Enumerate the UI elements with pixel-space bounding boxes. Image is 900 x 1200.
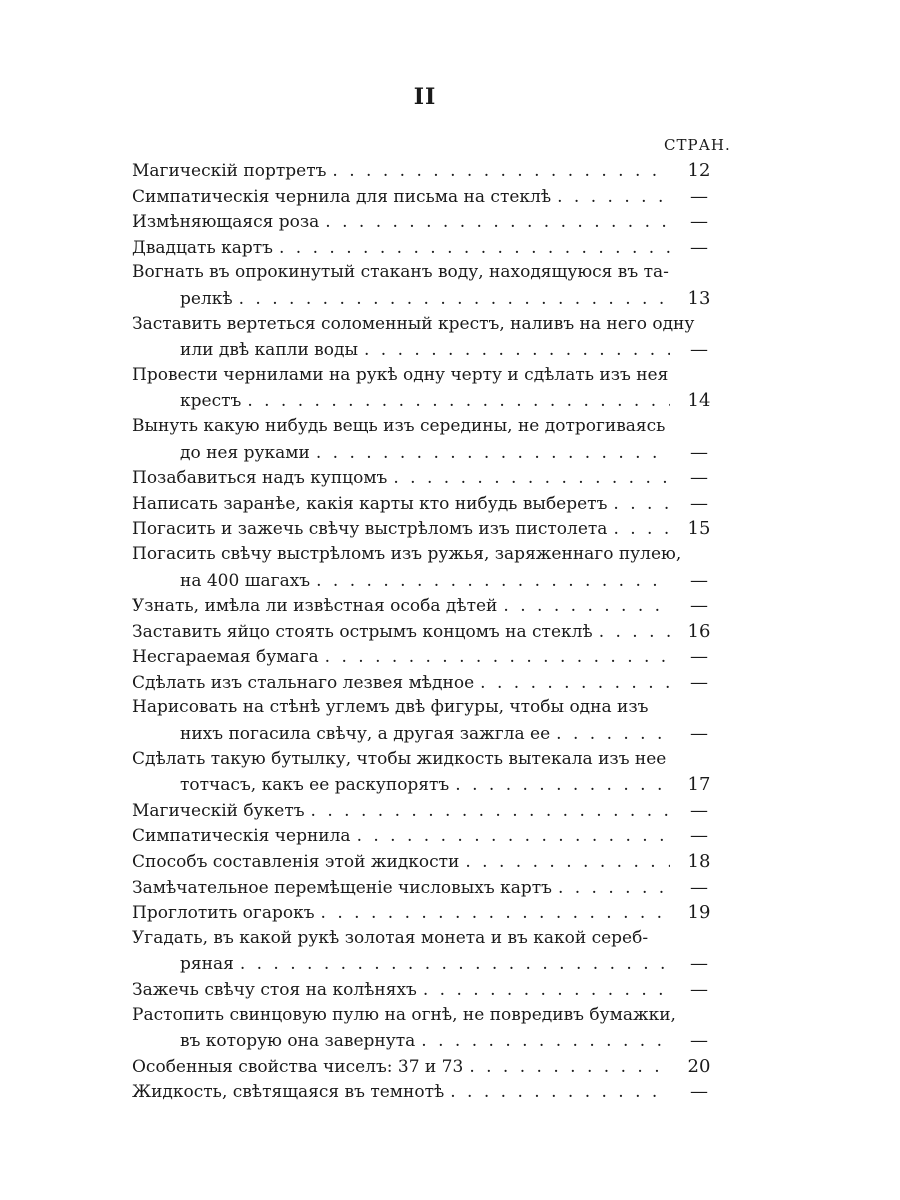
dot-leader bbox=[279, 236, 670, 262]
toc-page-number: 20 bbox=[687, 1055, 711, 1077]
dot-leader bbox=[557, 185, 670, 211]
toc-entry-line bbox=[132, 1079, 728, 1105]
toc-entry-title: Симпатическія чернила bbox=[132, 826, 351, 847]
toc-entry-line bbox=[132, 235, 728, 261]
toc-entry-line bbox=[132, 465, 728, 491]
toc-entry-title: Проглотить огарокъ bbox=[132, 903, 315, 924]
toc-entry-continuation bbox=[132, 951, 728, 977]
toc-entry-title: Магическій портретъ bbox=[132, 161, 327, 181]
toc-entry-continuation bbox=[132, 772, 728, 798]
dot-leader bbox=[465, 850, 670, 876]
toc-entry-title: ряная bbox=[180, 954, 234, 975]
toc-entry-title: до нея руками bbox=[180, 442, 310, 463]
toc-page-number: — bbox=[690, 876, 708, 898]
toc-page-number: — bbox=[690, 595, 708, 617]
toc-entry-title: Угадать, въ какой рукѣ золотая монета и въ какой сереб- bbox=[132, 927, 649, 948]
toc-entry bbox=[132, 900, 728, 926]
toc-page-number: — bbox=[690, 723, 708, 745]
toc-entry-continuation bbox=[132, 388, 728, 414]
toc-entry bbox=[132, 619, 728, 645]
toc-entry-title: Вогнать въ опрокинутый стаканъ воду, находящуюся въ та- bbox=[132, 262, 669, 283]
dot-leader bbox=[325, 645, 670, 671]
toc-page-number: — bbox=[690, 953, 708, 975]
toc-entry bbox=[132, 1003, 728, 1054]
toc-entry-line bbox=[132, 363, 728, 389]
dot-leader bbox=[240, 952, 670, 978]
toc-entry-title: Магическій букетъ bbox=[132, 800, 305, 821]
toc-entry-title: Погасить свѣчу выстрѣломъ изъ ружья, заряженнаго пулею, bbox=[132, 543, 682, 564]
toc-entry-title: релкѣ bbox=[180, 288, 233, 309]
toc-page-number: 14 bbox=[687, 390, 711, 412]
toc-page-number: — bbox=[690, 492, 708, 514]
toc-entry-title: Растопить свинцовую пулю на огнѣ, не повредивъ бумажки, bbox=[132, 1004, 676, 1025]
dot-leader bbox=[364, 338, 670, 364]
toc-page-number: — bbox=[690, 467, 708, 489]
toc-entry-title: Замѣчательное перемѣщеніе числовыхъ картъ bbox=[132, 877, 552, 898]
toc-entry-title: Заставить яйцо стоять острымъ концомъ на стеклѣ bbox=[132, 621, 593, 642]
toc-entry-line bbox=[132, 1003, 728, 1029]
toc-entry-line bbox=[132, 414, 728, 440]
toc-entry-continuation bbox=[132, 568, 728, 594]
toc-entry-title: нихъ погасила свѣчу, а другая зажгла ее bbox=[180, 724, 551, 745]
toc-entry bbox=[132, 875, 728, 901]
toc-entry bbox=[132, 926, 728, 977]
dot-leader bbox=[423, 978, 670, 1004]
toc-entry bbox=[132, 158, 728, 184]
dot-leader bbox=[316, 441, 670, 467]
toc-entry-line bbox=[132, 184, 728, 210]
toc-entry bbox=[132, 363, 728, 414]
toc-entry bbox=[132, 747, 728, 798]
toc-entry-line bbox=[132, 670, 728, 696]
toc-entry bbox=[132, 260, 728, 311]
toc-entry bbox=[132, 516, 728, 542]
toc-entry-title: Нарисовать на стѣнѣ углемъ двѣ фигуры, чтобы одна изъ bbox=[132, 697, 649, 718]
dot-leader bbox=[450, 1080, 670, 1106]
toc-entry bbox=[132, 670, 728, 696]
toc-entry-line bbox=[132, 491, 728, 517]
toc-page-number: — bbox=[690, 646, 708, 668]
toc-entry-title: Заставить вертеться соломенный крестъ, наливъ на него одну bbox=[132, 313, 695, 334]
toc-entry bbox=[132, 593, 728, 619]
toc-entry-title: Зажечь свѣчу стоя на колѣняхъ bbox=[132, 980, 417, 1000]
toc-entry-line bbox=[132, 516, 728, 542]
dot-leader bbox=[558, 876, 670, 902]
toc-entry bbox=[132, 184, 728, 210]
toc-entry-title: Сдѣлать такую бутылку, чтобы жидкость вытекала изъ нее bbox=[132, 748, 667, 769]
toc-entry bbox=[132, 542, 728, 593]
toc-entry bbox=[132, 235, 728, 261]
toc-entry-line bbox=[132, 798, 728, 824]
toc-page-number: 16 bbox=[687, 620, 711, 642]
toc-page-number: — bbox=[690, 185, 708, 207]
toc-entry bbox=[132, 1079, 728, 1105]
dot-leader bbox=[325, 210, 670, 236]
dot-leader bbox=[469, 1055, 670, 1081]
toc-entry-title: Позабавиться надъ купцомъ bbox=[132, 468, 388, 489]
toc-entry bbox=[132, 312, 728, 363]
toc-entry-title: или двѣ капли воды bbox=[180, 340, 358, 361]
dot-leader bbox=[421, 1029, 670, 1055]
dot-leader bbox=[316, 569, 670, 595]
toc-entry bbox=[132, 695, 728, 746]
toc-entry-continuation bbox=[132, 286, 728, 312]
toc-entry bbox=[132, 823, 728, 849]
toc-entry bbox=[132, 491, 728, 517]
dot-leader bbox=[357, 824, 670, 850]
dot-leader bbox=[239, 287, 670, 313]
toc-entry-line bbox=[132, 209, 728, 235]
toc-entry-line bbox=[132, 747, 728, 773]
toc-entry-line bbox=[132, 695, 728, 721]
toc-page-number: — bbox=[690, 1030, 708, 1052]
toc-entry-title: Особенныя свойства чиселъ: 37 и 73 bbox=[132, 1056, 464, 1077]
dot-leader bbox=[480, 671, 670, 697]
toc-entry-line bbox=[132, 849, 728, 875]
dot-leader bbox=[599, 620, 670, 646]
toc-entry bbox=[132, 1054, 728, 1080]
dot-leader bbox=[613, 492, 670, 518]
dot-leader bbox=[556, 722, 670, 748]
toc-entry-title: тотчасъ, какъ ее раскупорятъ bbox=[180, 775, 450, 796]
toc-page-number: — bbox=[690, 825, 708, 847]
toc-entry-line bbox=[132, 542, 728, 568]
toc-entry-line bbox=[132, 644, 728, 670]
toc-entry bbox=[132, 798, 728, 824]
toc-entry bbox=[132, 977, 728, 1003]
toc-entry-line bbox=[132, 593, 728, 619]
toc-entry bbox=[132, 644, 728, 670]
toc-page-number: 15 bbox=[687, 518, 711, 540]
toc-entry-title: Симпатическія чернила для письма на стеклѣ bbox=[132, 186, 552, 207]
toc-entry bbox=[132, 465, 728, 491]
dot-leader bbox=[613, 517, 670, 543]
toc-entry-line bbox=[132, 260, 728, 286]
toc-page-number: — bbox=[690, 979, 708, 1000]
toc-page-number: 19 bbox=[687, 902, 711, 924]
dot-leader bbox=[247, 389, 670, 415]
toc-page-number: — bbox=[690, 1081, 708, 1103]
toc-entry-title: крестъ bbox=[180, 391, 242, 412]
dot-leader bbox=[455, 773, 670, 799]
toc-entry-title: въ которую она завернута bbox=[180, 1031, 416, 1052]
toc-entry-line bbox=[132, 619, 728, 645]
toc-page-number: — bbox=[690, 799, 708, 821]
toc-entry-line bbox=[132, 875, 728, 901]
toc-entry-line bbox=[132, 926, 728, 952]
toc-entry-title: Жидкость, свѣтящаяся въ темнотѣ bbox=[132, 1082, 445, 1103]
toc-entry-title: Узнать, имѣла ли извѣстная особа дѣтей bbox=[132, 596, 498, 617]
toc-page-number: — bbox=[690, 569, 708, 591]
toc-entry bbox=[132, 849, 728, 875]
dot-leader bbox=[393, 466, 670, 492]
toc-page-number: 13 bbox=[687, 287, 711, 309]
toc-entry-line bbox=[132, 900, 728, 926]
toc-page-number: — bbox=[690, 339, 708, 361]
toc-entry-continuation bbox=[132, 337, 728, 363]
dot-leader bbox=[503, 594, 670, 620]
toc-entry-line bbox=[132, 977, 728, 1003]
toc-entry-continuation bbox=[132, 721, 728, 747]
toc-entry-line bbox=[132, 312, 728, 338]
page-number: II bbox=[413, 84, 437, 110]
column-header-page: СТРАН. bbox=[664, 136, 731, 154]
toc-page-number: — bbox=[690, 236, 708, 258]
toc-entry-title: Двадцать картъ bbox=[132, 237, 273, 258]
toc-entry-title: на 400 шагахъ bbox=[180, 570, 311, 591]
dot-leader bbox=[321, 901, 670, 927]
toc-entry-title: Измѣняющаяся роза bbox=[132, 212, 320, 233]
toc-entry-line bbox=[132, 823, 728, 849]
dot-leader bbox=[332, 159, 670, 185]
toc-entry-title: Погасить и зажечь свѣчу выстрѣломъ изъ пистолета bbox=[132, 519, 608, 540]
toc-entry-title: Вынуть какую нибудь вещь изъ середины, не дотрогиваясь bbox=[132, 415, 666, 436]
toc-entry-continuation bbox=[132, 440, 728, 466]
toc-page-number: — bbox=[690, 671, 708, 693]
toc-entry-title: Несгараемая бумага bbox=[132, 647, 319, 668]
toc-entry bbox=[132, 414, 728, 465]
toc-page-number: 18 bbox=[687, 851, 711, 873]
toc-entry-title: Способъ составленія этой жидкости bbox=[132, 852, 460, 873]
toc-entry-continuation bbox=[132, 1028, 728, 1054]
toc-entry-title: Провести чернилами на рукѣ одну черту и сдѣлать изъ нея bbox=[132, 364, 669, 385]
toc-entry-line bbox=[132, 158, 728, 184]
toc-entry bbox=[132, 209, 728, 235]
dot-leader bbox=[311, 799, 670, 825]
table-of-contents bbox=[132, 158, 728, 1105]
toc-entry-title: Сдѣлать изъ стальнаго лезвея мѣдное bbox=[132, 672, 475, 693]
toc-entry-title: Написать заранѣе, какія карты кто нибудь выберетъ bbox=[132, 493, 608, 514]
toc-page-number: — bbox=[690, 211, 708, 233]
toc-entry-line bbox=[132, 1054, 728, 1080]
toc-page-number: — bbox=[690, 441, 708, 463]
toc-page-number: 17 bbox=[687, 774, 711, 796]
toc-page-number: 12 bbox=[687, 160, 711, 181]
